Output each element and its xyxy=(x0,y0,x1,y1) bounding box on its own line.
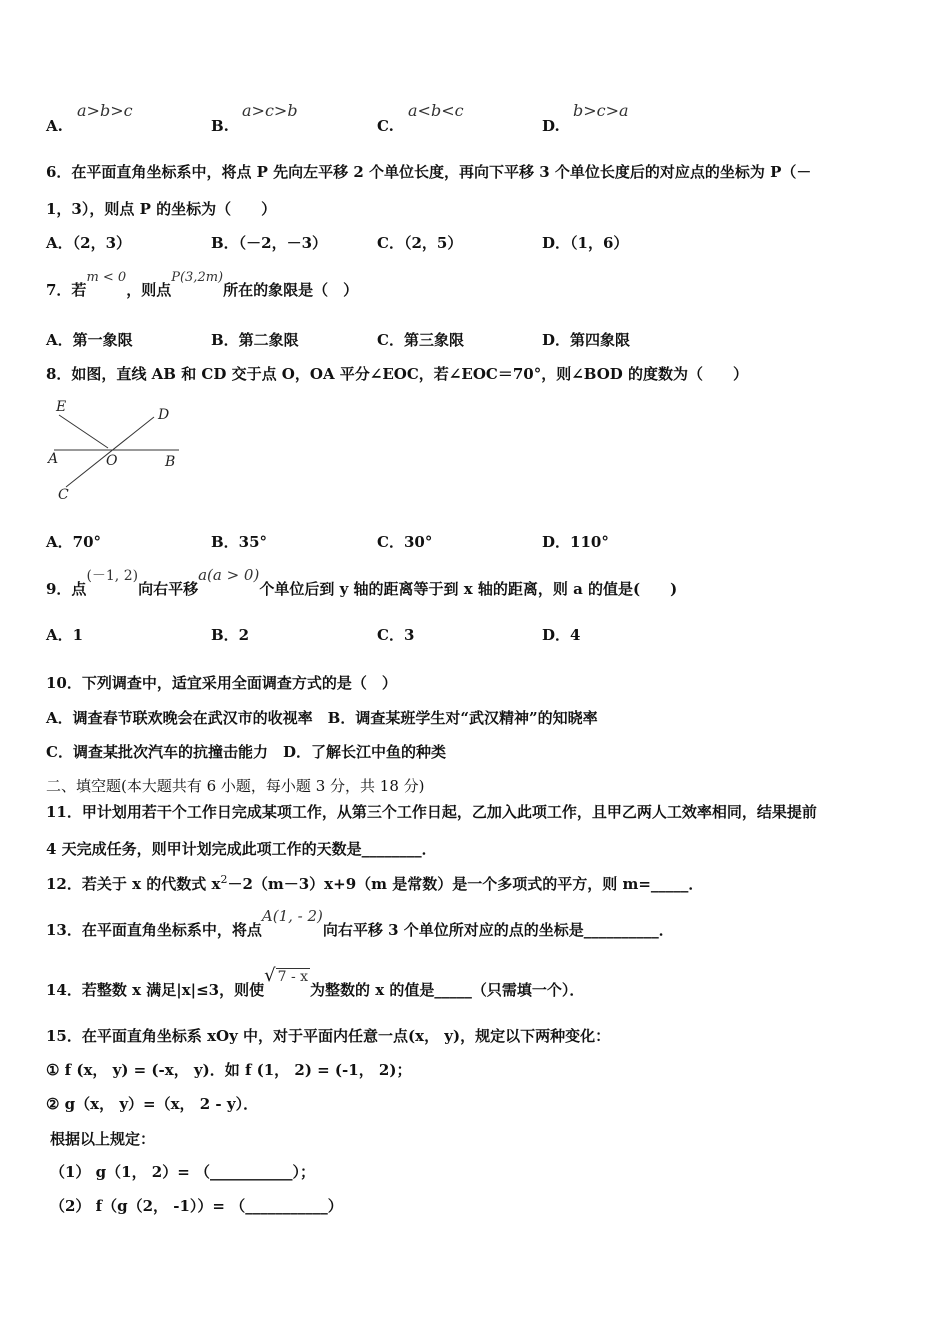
q9-pre: 9．点 xyxy=(46,580,87,598)
q7-math-point: P(3,2m) xyxy=(171,270,224,285)
q5-option-c-letter: C. xyxy=(377,117,394,135)
q14-pre: 14．若整数 x 满足|x|≤3，则使 xyxy=(46,981,265,999)
q9-option-d: D．4 xyxy=(542,626,581,644)
q5-option-a-letter: A. xyxy=(46,117,63,135)
q6-option-c: C．（2，5） xyxy=(377,234,463,252)
q8-option-a: A．70° xyxy=(46,533,102,551)
q5-option-d-letter: D. xyxy=(542,117,560,135)
label-o: O xyxy=(106,453,118,469)
q7-pre: 7．若 xyxy=(46,281,87,299)
q13-stem xyxy=(46,907,674,940)
q15-rule-g: ② g（x， y）=（x， 2 - y）． xyxy=(46,1095,259,1113)
ray-oe xyxy=(59,415,108,448)
q9-math-a: a(a > 0) xyxy=(198,566,260,584)
q9-option-b: B．2 xyxy=(211,626,250,644)
line-cd xyxy=(66,417,154,487)
q15-sub1: （1） g（1， 2）= （___________）； xyxy=(50,1163,316,1181)
q15-rule-f: ① f (x， y) = (-x， y)．如 f (1， 2) = (-1， 2)； xyxy=(46,1061,412,1079)
q12-stem xyxy=(46,874,703,896)
q9-option-a: A．1 xyxy=(46,626,84,644)
q5-option-c-expr: a<b<c xyxy=(408,101,464,120)
q14-post: 为整数的 x 的值是_____（只需填一个）． xyxy=(310,981,585,999)
q10-options-ab: A．调查春节联欢晚会在武汉市的收视率 B．调查某班学生对“武汉精神”的知晓率 xyxy=(46,709,598,727)
q11-line2: 4 天完成任务，则甲计划完成此项工作的天数是________． xyxy=(46,840,437,858)
label-c: C xyxy=(58,487,69,503)
q14-radicand: 7 - x xyxy=(277,969,309,985)
q9-post: 个单位后到 y 轴的距离等于到 x 轴的距离，则 a 的值是( ) xyxy=(259,580,678,598)
q8-option-c: C．30° xyxy=(377,533,433,551)
q15-stem: 15．在平面直角坐标系 xOy 中，对于平面内任意一点(x， y)，规定以下两种变化： xyxy=(46,1027,611,1045)
sqrt-icon: √ xyxy=(264,965,276,986)
q12-pre: 12．若关于 x 的代数式 x xyxy=(46,875,221,893)
q5-option-b-letter: B. xyxy=(211,117,229,135)
q7-option-a: A．第一象限 xyxy=(46,331,133,349)
label-e: E xyxy=(56,399,67,415)
label-a: A xyxy=(48,451,59,467)
q5-option-b-expr: a>c>b xyxy=(242,101,298,120)
q7-post: 所在的象限是（ ） xyxy=(223,281,359,299)
q5-option-d-expr: b>c>a xyxy=(573,101,629,120)
q6-option-a: A．（2，3） xyxy=(46,234,132,252)
label-b: B xyxy=(165,454,176,470)
q8-geometry-figure xyxy=(44,395,184,507)
q7-math-m: m < 0 xyxy=(86,270,127,285)
label-d: D xyxy=(158,407,170,423)
q15-basis: 根据以上规定： xyxy=(50,1130,156,1148)
q14-stem xyxy=(46,965,585,1001)
section-heading-fill-in: 二、填空题(本大题共有 6 小题，每小题 3 分，共 18 分) xyxy=(46,777,425,795)
q8-option-b: B．35° xyxy=(211,533,268,551)
q12-post: －2（m－3）x+9（m 是常数）是一个多项式的平方，则 m=_____． xyxy=(227,875,704,893)
q6-line1: 6．在平面直角坐标系中，将点 P 先向左平移 2 个单位长度，再向下平移 3 个单位长度后的对应点的坐标为 P（－ xyxy=(46,163,812,181)
q6-line2: 1，3），则点 P 的坐标为（ ） xyxy=(46,200,277,218)
q9-option-c: C．3 xyxy=(377,626,415,644)
q8-stem: 8．如图，直线 AB 和 CD 交于点 O，OA 平分∠EOC，若∠EOC＝70°，则∠BOD 的度数为（ ） xyxy=(46,365,749,383)
q7-option-c: C．第三象限 xyxy=(377,331,464,349)
q10-stem: 10．下列调查中，适宜采用全面调查方式的是（ ） xyxy=(46,674,397,692)
q15-sub2: （2） f（g（2， -1））= （___________） xyxy=(50,1197,343,1215)
q13-math-point: A(1, - 2) xyxy=(261,907,323,925)
q13-pre: 13．在平面直角坐标系中，将点 xyxy=(46,921,262,939)
q11-line1: 11．甲计划用若干个工作日完成某项工作，从第三个工作日起，乙加入此项工作，且甲乙两人工效率相同，结果提前 xyxy=(46,803,817,821)
q9-mid: 向右平移 xyxy=(138,580,199,598)
q13-post: 向右平移 3 个单位所对应的点的坐标是__________． xyxy=(322,921,674,939)
q6-option-d: D．（1，6） xyxy=(542,234,629,252)
q7-stem xyxy=(46,270,359,302)
q5-option-a-expr: a>b>c xyxy=(77,101,133,120)
q10-options-cd: C．调查某批次汽车的抗撞击能力 D．了解长江中鱼的种类 xyxy=(46,743,446,761)
q9-stem xyxy=(46,566,678,600)
q12-exponent: 2 xyxy=(220,873,228,886)
q7-option-d: D．第四象限 xyxy=(542,331,631,349)
q9-math-point: (－1, 2) xyxy=(86,568,139,584)
q8-option-d: D．110° xyxy=(542,533,609,551)
q7-mid: ，则点 xyxy=(126,281,172,299)
q7-option-b: B．第二象限 xyxy=(211,331,299,349)
q6-option-b: B．（－2，－3） xyxy=(211,234,328,252)
